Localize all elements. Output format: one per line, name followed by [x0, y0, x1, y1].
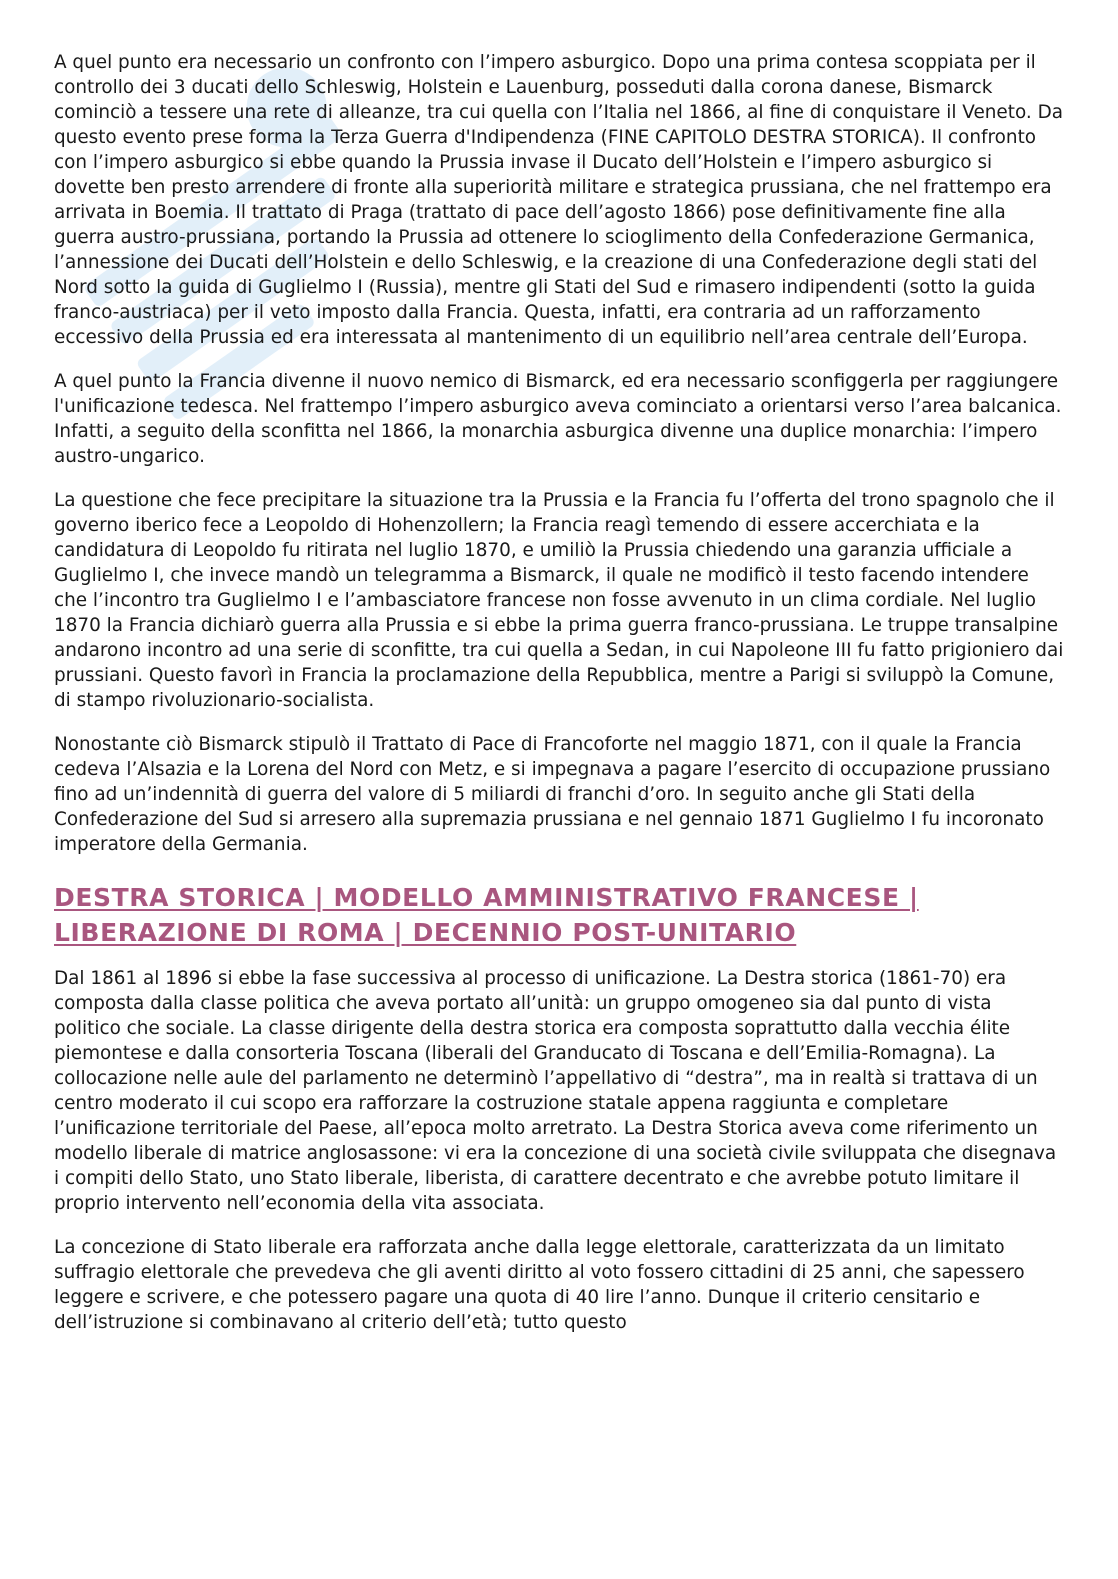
document-page — [54, 50, 1064, 1354]
paragraph: A quel punto era necessario un confronto con l’impero asburgico. Dopo una prima contesa scoppiata per il controllo dei 3 ducati dello Schleswig, Holstein e Lauenburg, posseduti dalla corona danese, Bismarck cominciò a tessere una rete di alleanze, tra cui quella con l’Italia nel 1866, al fine di conquistare il Veneto. Da questo evento prese forma la Terza Guerra d'Indipendenza (FINE CAPITOLO DESTRA STORICA). Il confronto con l’impero asburgico si ebbe quando la Prussia invase il Ducato dell’Holstein e l’impero asburgico si dovette ben presto arrendere di fronte alla superiorità militare e strategica prussiana, che nel frattempo era arrivata in Boemia. Il trattato di Praga (trattato di pace dell’agosto 1866) pose definitivamente fine alla guerra austro-prussiana, portando la Prussia ad ottenere lo scioglimento della Confederazione Germanica, l’annessione dei Ducati dell’Holstein e dello Schleswig, e la creazione di una Confederazione degli stati del Nord sotto la guida di Guglielmo I (Russia), mentre gli Stati del Sud e rimasero indipendenti (sotto la guida franco-austriaca) per il veto imposto dalla Francia. Questa, infatti, era contraria ad un rafforzamento eccessivo della Prussia ed era interessata al mantenimento di un equilibrio nell’area centrale dell’Europa. — [54, 52, 1064, 348]
paragraph: A quel punto la Francia divenne il nuovo nemico di Bismarck, ed era necessario sconfiggerla per raggiungere l'unificazione tedesca. Nel frattempo l’impero asburgico aveva cominciato a orientarsi verso l’area balcanica. Infatti, a seguito della sconfitta nel 1866, la monarchia asburgica divenne una duplice monarchia: l’impero austro-ungarico. — [54, 371, 1062, 467]
paragraph: Nonostante ciò Bismarck stipulò il Trattato di Pace di Francoforte nel maggio 1871, con il quale la Francia cedeva l’Alsazia e la Lorena del Nord con Metz, e si impegnava a pagare l’esercito di occupazione prussiano fino ad un’indennità di guerra del valore di 5 miliardi di franchi d’oro. In seguito anche gli Stati della Confederazione del Sud si arresero alla supremazia prussiana e nel gennaio 1871 Guglielmo I fu incoronato imperatore della Germania. — [54, 734, 1051, 855]
paragraph: La questione che fece precipitare la situazione tra la Prussia e la Francia fu l’offerta del trono spagnolo che il governo iberico fece a Leopoldo di Hohenzollern; la Francia reagì temendo di essere accerchiata e la candidatura di Leopoldo fu ritirata nel luglio 1870, e umiliò la Prussia chiedendo una garanzia ufficiale a Guglielmo I, che invece mandò un telegramma a Bismarck, il quale ne modificò il testo facendo intendere che l’incontro tra Guglielmo I e l’ambasciatore francese non fosse avvenuto in un clima cordiale. Nel luglio 1870 la Francia dichiarò guerra alla Prussia e si ebbe la prima guerra franco-prussiana. Le truppe transalpine andarono incontro ad una serie di sconfitte, tra cui quella a Sedan, in cui Napoleone III fu fatto prigioniero dai prussiani. Questo favorì in Francia la proclamazione della Repubblica, mentre a Parigi si sviluppò la Comune, di stampo rivoluzionario-socialista. — [54, 490, 1064, 711]
section-heading: DESTRA STORICA | MODELLO AMMINISTRATIVO FRANCESE | LIBERAZIONE DI ROMA | DECENNIO POST-UNITARIO — [54, 883, 919, 947]
paragraph: La concezione di Stato liberale era rafforzata anche dalla legge elettorale, caratterizzata da un limitato suffragio elettorale che prevedeva che gli aventi diritto al voto fossero cittadini di 25 anni, che sapessero leggere e scrivere, e che potessero pagare una quota di 40 lire l’anno. Dunque il criterio censitario e dell’istruzione si combinavano al criterio dell’età; tutto questo — [54, 1237, 1025, 1333]
paragraph: Dal 1861 al 1896 si ebbe la fase successiva al processo di unificazione. La Destra storica (1861-70) era composta dalla classe politica che aveva portato all’unità: un gruppo omogeneo sia dal punto di vista politico che sociale. La classe dirigente della destra storica era composta soprattutto dalla vecchia élite piemontese e dalla consorteria Toscana (liberali del Granducato di Toscana e dell’Emilia-Romagna). La collocazione nelle aule del parlamento ne determinò l’appellativo di “destra”, ma in realtà si trattava di un centro moderato il cui scopo era rafforzare la costruzione statale appena raggiunta e completare l’unificazione territoriale del Paese, all’epoca molto arretrato. La Destra Storica aveva come riferimento un modello liberale di matrice anglosassone: vi era la concezione di una società civile sviluppata che disegnava i compiti dello Stato, uno Stato liberale, liberista, di carattere decentrato e che avrebbe potuto limitare il proprio intervento nell’economia della vita associata. — [54, 968, 1057, 1214]
